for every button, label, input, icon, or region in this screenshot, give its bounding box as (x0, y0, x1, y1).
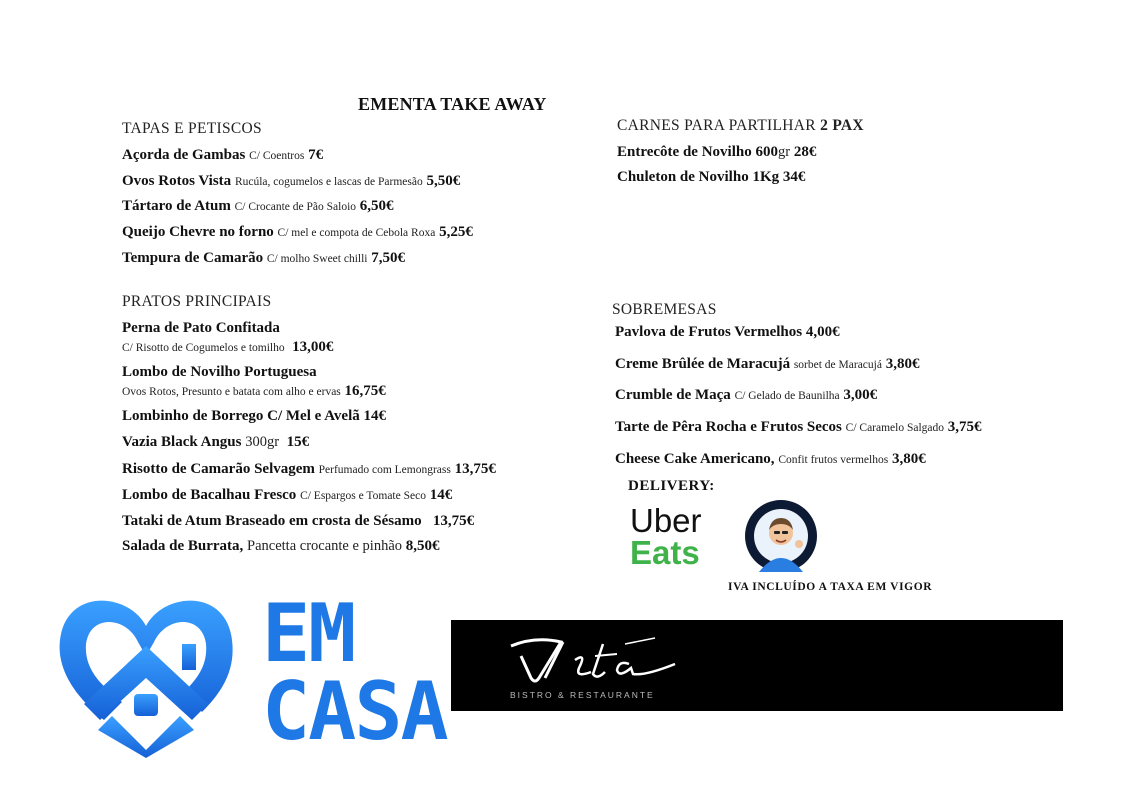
item-desc: Rucúla, cogumelos e lascas de Parmesão (234, 176, 423, 188)
item-name: Salada de Burrata, (122, 538, 244, 554)
item-name: Tártaro de Atum (122, 198, 231, 214)
section-heading-pratos: PRATOS PRINCIPAIS (122, 293, 272, 310)
eats-logo-text: Eats (630, 534, 700, 571)
carnes-heading-pax: 2 PAX (820, 117, 864, 134)
menu-item (617, 168, 805, 186)
em-casa-logo (262, 587, 447, 758)
item-name: Crumble de Maça (615, 387, 731, 403)
menu-item (615, 355, 919, 374)
section-heading-sobremesas: SOBREMESAS (612, 301, 717, 318)
item-price: 5,50€ (426, 173, 461, 189)
menu-item (122, 407, 386, 425)
item-name: Lombo de Novilho Portuguesa (122, 364, 317, 380)
item-price: 28€ (793, 144, 817, 160)
item-price: 7€ (308, 147, 324, 163)
item-name: Açorda de Gambas (122, 147, 246, 163)
heart-house-icon (46, 586, 246, 763)
item-name: Cheese Cake Americano, (615, 451, 775, 467)
menu-item (122, 223, 473, 242)
item-name: Pavlova de Frutos Vermelhos (615, 324, 803, 340)
em-casa-line1: EM (262, 587, 355, 680)
item-name: Tempura de Camarão (122, 250, 264, 266)
section-heading-carnes (617, 117, 864, 135)
menu-item (122, 249, 405, 268)
menu-item (122, 172, 460, 191)
item-price: 3,80€ (891, 451, 926, 467)
menu-item (615, 386, 877, 405)
item-price: 8,50€ (405, 538, 440, 554)
item-price: 3,00€ (843, 387, 878, 403)
item-price: 16,75€ (344, 383, 386, 399)
item-price: 3,75€ (947, 419, 982, 435)
iva-note: IVA INCLUÍDO A TAXA EM VIGOR (728, 581, 933, 593)
menu-item-sub (122, 382, 386, 401)
item-price: 14€ (429, 487, 453, 503)
item-price: 3,80€ (885, 356, 920, 372)
item-name: Ovos Rotos Vista (122, 173, 232, 189)
menu-item (615, 323, 840, 341)
carnes-heading-text: CARNES PARA PARTILHAR (617, 117, 816, 134)
item-desc: C/ Caramelo Salgado (845, 422, 945, 434)
item-price: 13,00€ (292, 339, 334, 355)
menu-item (122, 486, 452, 505)
menu-item (617, 143, 816, 161)
item-price: 15€ (286, 434, 310, 450)
item-name: Tarte de Pêra Rocha e Frutos Secos (615, 419, 842, 435)
item-desc: C/ Espargos e Tomate Seco (300, 490, 426, 502)
uber-logo-text: Uber (630, 502, 702, 539)
menu-item (615, 450, 926, 469)
item-desc: C/ molho Sweet chilli (266, 253, 368, 265)
menu-item (122, 146, 323, 165)
item-price: 14€ (363, 408, 387, 424)
item-name: Perna de Pato Confitada (122, 320, 280, 336)
item-name: Creme Brûlée de Maracujá (615, 356, 791, 372)
item-desc: Pancetta crocante e pinhão (247, 538, 403, 554)
item-name: Lombo de Bacalhau Fresco (122, 487, 297, 503)
item-price: 13,75€ (432, 513, 475, 529)
item-desc: gr (777, 144, 791, 160)
menu-item-sub (122, 338, 333, 357)
item-desc: C/ Coentros (249, 150, 305, 162)
item-name: Lombinho de Borrego C/ Mel e Avelã (122, 408, 360, 424)
item-name: Tataki de Atum Braseado em crosta de Sésamo (122, 513, 422, 529)
item-name: Chuleton de Novilho 1Kg (617, 169, 780, 185)
uber-eats-logo[interactable] (630, 502, 702, 571)
menu-item (122, 319, 280, 337)
item-desc: C/ Gelado de Baunilha (734, 390, 840, 402)
menu-item (122, 433, 309, 451)
item-price: 34€ (782, 169, 806, 185)
item-desc: Ovos Rotos, Presunto e batata com alho e ervas (122, 386, 341, 398)
em-casa-line2: CASA (262, 665, 447, 758)
item-name: Vazia Black Angus (122, 434, 242, 450)
menu-item (122, 460, 496, 479)
item-price: 6,50€ (359, 198, 394, 214)
item-desc: C/ mel e compota de Cebola Roxa (277, 227, 436, 239)
rapaz-dos-recados-logo[interactable] (745, 500, 817, 572)
item-desc: C/ Risotto de Cogumelos e tomilho (122, 342, 285, 354)
item-desc: Perfumado com Lemongrass (318, 464, 451, 476)
item-name: Entrecôte de Novilho 600 (617, 144, 778, 160)
menu-item (122, 363, 317, 381)
item-price: 7,50€ (371, 250, 405, 266)
item-desc: 300gr (245, 434, 280, 450)
menu-item (122, 537, 440, 555)
item-name: Risotto de Camarão Selvagem (122, 461, 315, 477)
item-price: 4,00€ (805, 324, 840, 340)
item-desc: sorbet de Maracujá (793, 359, 882, 371)
item-price: 13,75€ (454, 461, 496, 477)
item-desc: Confit frutos vermelhos (778, 454, 889, 466)
item-name: Queijo Chevre no forno (122, 224, 274, 240)
vista-script-logo (505, 630, 685, 688)
menu-item (615, 418, 982, 437)
menu-item (122, 197, 394, 216)
delivery-label: DELIVERY: (628, 478, 715, 494)
item-desc: C/ Crocante de Pão Saloio (234, 201, 357, 213)
menu-item (122, 512, 474, 530)
rapaz-avatar-icon (745, 500, 817, 572)
section-heading-tapas: TAPAS E PETISCOS (122, 120, 262, 137)
menu-title: EMENTA TAKE AWAY (358, 94, 547, 114)
item-price: 5,25€ (439, 224, 473, 240)
vista-subtitle: BISTRO & RESTAURANTE (510, 690, 655, 700)
